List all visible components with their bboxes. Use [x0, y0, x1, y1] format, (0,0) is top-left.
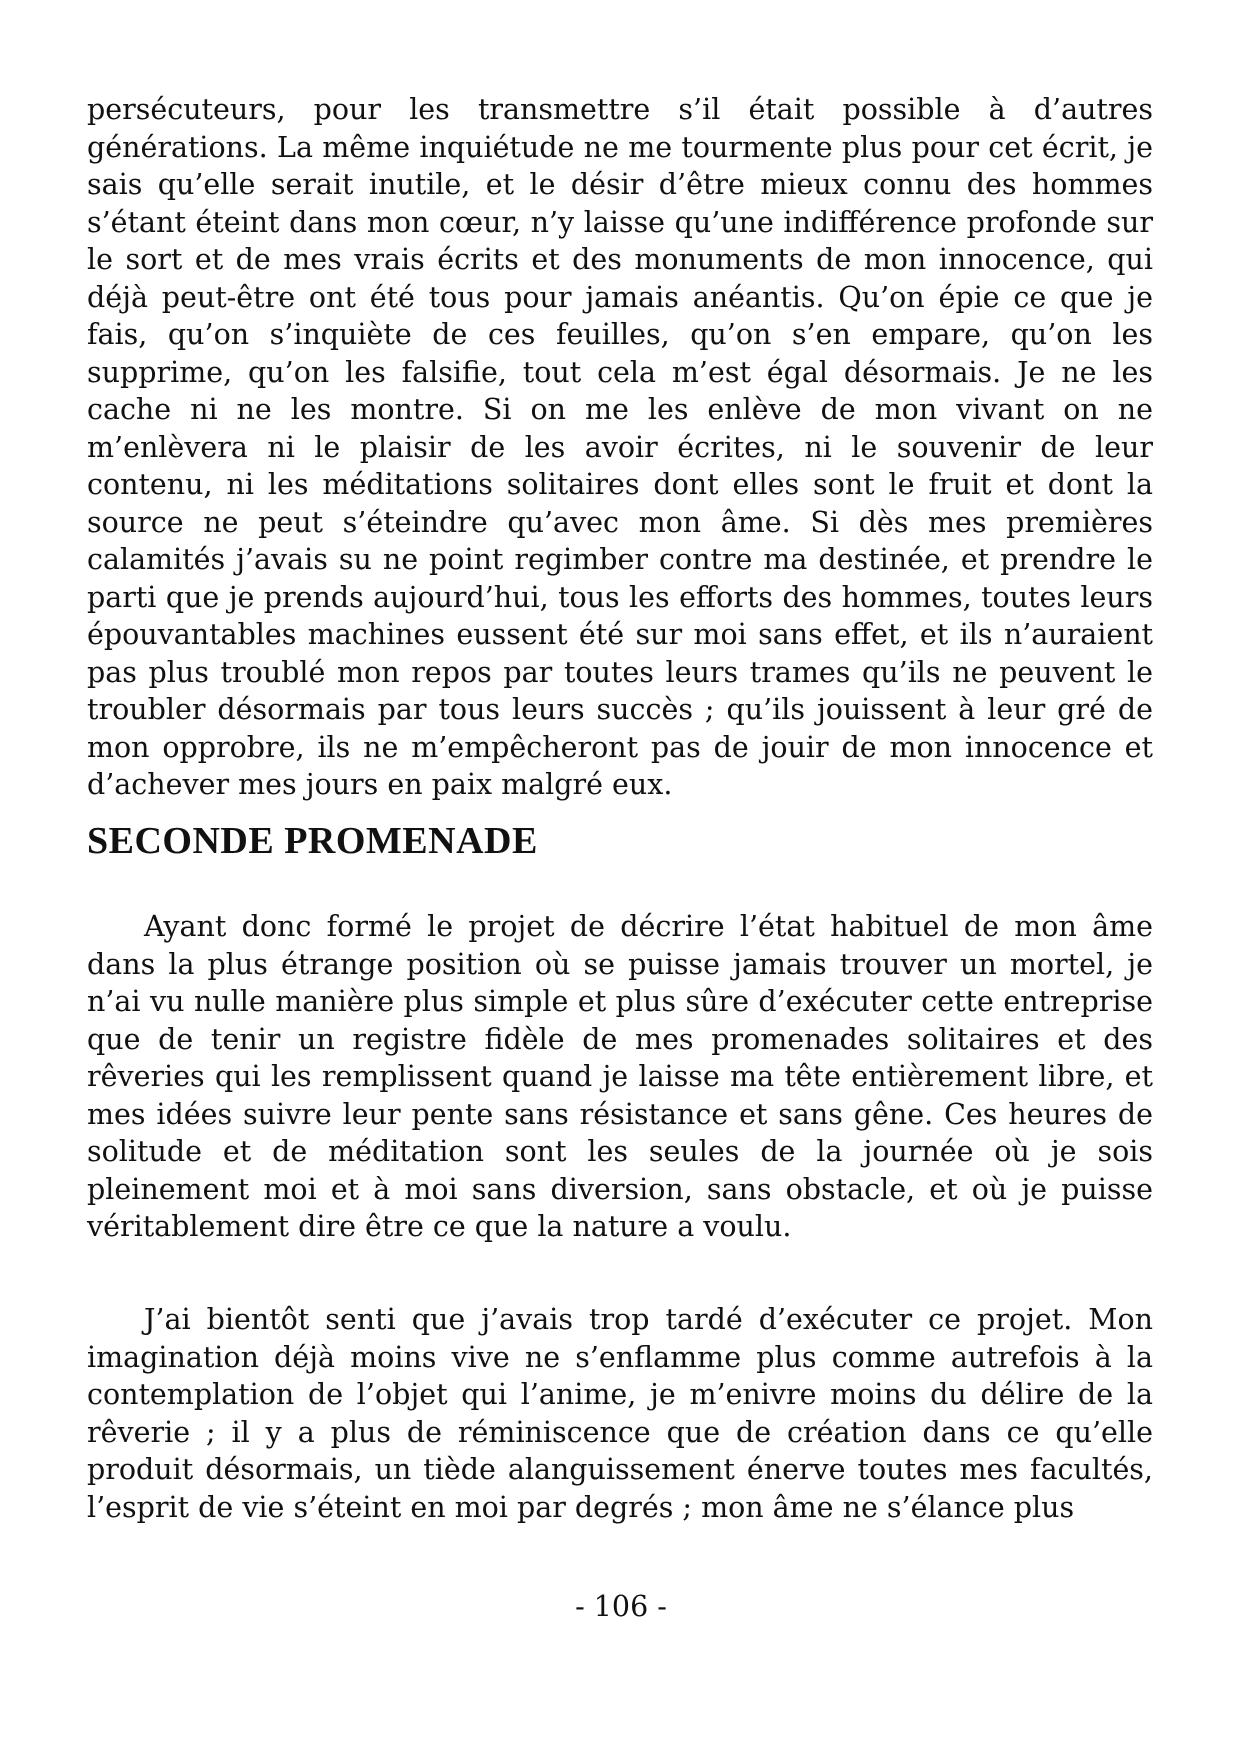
continuation-paragraph: persécuteurs, pour les transmettre s’il était possible à d’autres générations. La même inquiétude ne me tourmente plus pour cet écrit, je sais qu’elle serait inutile, et le désir d’être mieux connu des hommes s’étant éteint dans mon cœur, n’y laisse qu’une indifférence profonde sur le sort et de mes vrais écrits et des monuments de mon innocence, qui déjà peut-être ont été tous pour jamais anéantis. Qu’on épie ce que je fais, qu’on s’inquiète de ces feuilles, qu’on s’en empare, qu’on les supprime, qu’on les falsifie, tout cela m’est égal désormais. Je ne les cache ni ne les montre. Si on me les enlève de mon vivant on ne m’enlèvera ni le plaisir de les avoir écrites, ni le souvenir de leur contenu, ni les méditations solitaires dont elles sont le fruit et dont la source ne peut s’éteindre qu’avec mon âme. Si dès mes premières calamités j’avais su ne point regimber contre ma destinée, et prendre le parti que je prends aujourd’hui, tous les efforts des hommes, toutes leurs épouvantables machines eussent été sur moi sans effet, et ils n’auraient pas plus troublé mon repos par toutes leurs trames qu’ils ne peuvent le troubler désormais par tous leurs succès ; qu’ils jouissent à leur gré de mon opprobre, ils ne m’empêcheront pas de jouir de mon innocence et d’achever mes jours en paix malgré eux. [87, 93, 1153, 801]
section-paragraph-1: Ayant donc formé le projet de décrire l’état habituel de mon âme dans la plus étrange position où se puisse jamais trouver un mortel, je n’ai vu nulle manière plus simple et plus sûre d’exécuter cette entreprise que de tenir un registre fidèle de mes promenades solitaires et des rêveries qui les remplissent quand je laisse ma tête entièrement libre, et mes idées suivre leur pente sans résistance et sans gêne. Ces heures de solitude et de méditation sont les seules de la journée où je sois pleinement moi et à moi sans diversion, sans obstacle, et où je puisse véritablement dire être ce que la nature a voulu. [87, 910, 1153, 1243]
section-paragraph-2: J’ai bientôt senti que j’avais trop tardé d’exécuter ce projet. Mon imagination déjà moins vive ne s’enflamme plus comme autrefois à la contemplation de l’objet qui l’anime, je m’enivre moins du délire de la rêverie ; il y a plus de réminiscence que de création dans ce qu’elle produit désormais, un tiède alanguissement énerve toutes mes facultés, l’esprit de vie s’éteint en moi par degrés ; mon âme ne s’élance plus [87, 1303, 1153, 1524]
page-number: - 106 - [575, 1590, 667, 1623]
section-heading: SECONDE PROMENADE [87, 820, 538, 862]
